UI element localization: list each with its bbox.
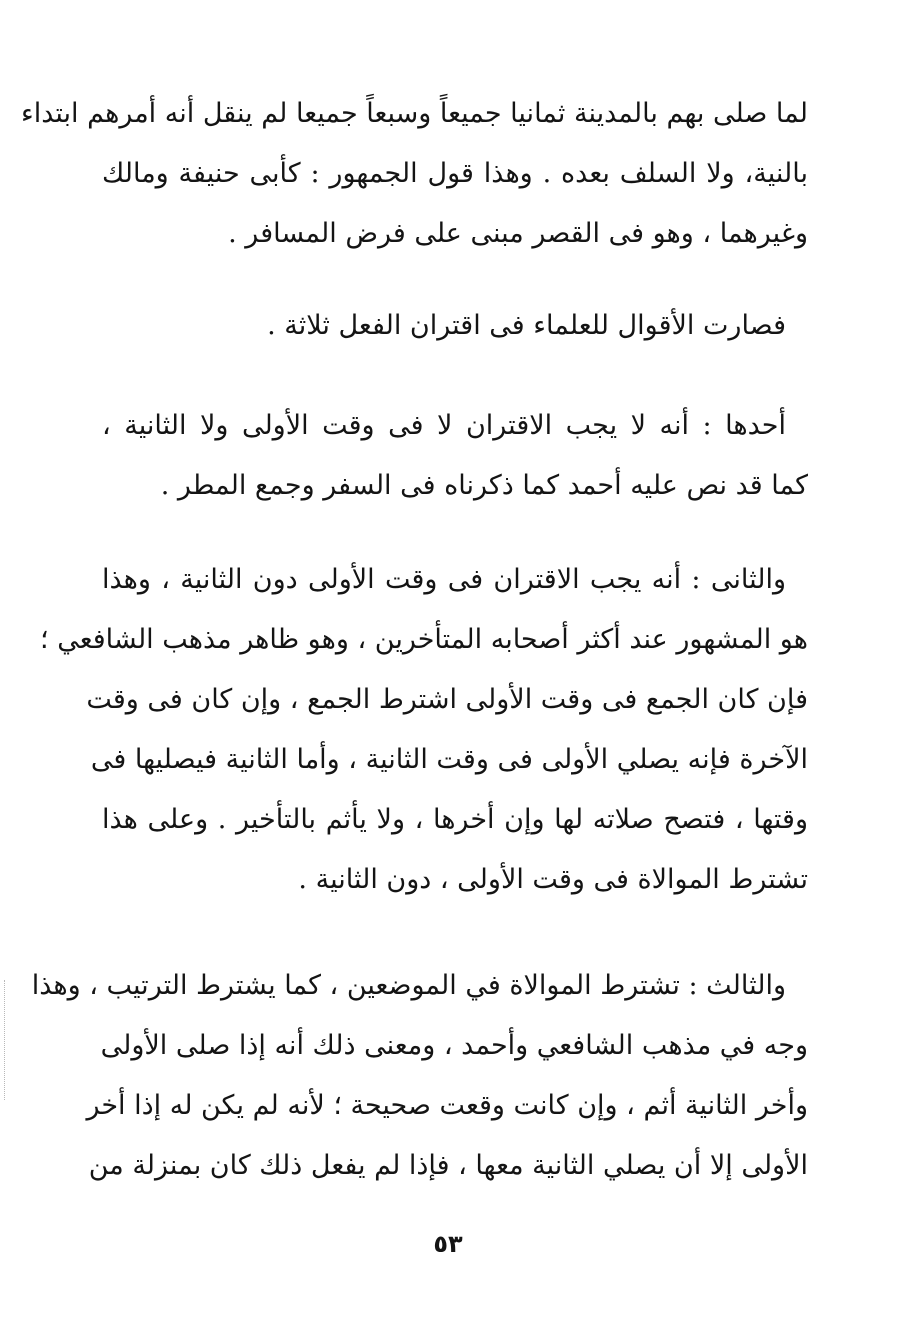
paragraph-line: أحدها : أنه لا يجب الاقتران لا فى وقت الأولى ولا الثانية ،	[102, 410, 786, 441]
paragraph-4	[40, 550, 808, 910]
paragraph-line: وغيرهما ، وهو فى القصر مبنى على فرض المسافر .	[228, 218, 808, 249]
paragraph-2	[102, 296, 808, 356]
paragraph-line: الأولى إلا أن يصلي الثانية معها ، فإذا لم يفعل ذلك كان بمنزلة من	[88, 1150, 808, 1181]
paragraph-line: وقتها ، فتصح صلاته لها وإن أخرها ، ولا يأثم بالتأخير . وعلى هذا	[102, 804, 808, 835]
paragraph-line: والثالث : تشترط الموالاة في الموضعين ، كما يشترط الترتيب ، وهذا	[31, 970, 786, 1001]
paragraph-5	[31, 956, 808, 1196]
paragraph-line: لما صلى بهم بالمدينة ثمانيا جميعاً وسبعاً جميعا لم ينقل أنه أمرهم ابتداء	[21, 98, 808, 129]
paragraph-line: وجه في مذهب الشافعي وأحمد ، ومعنى ذلك أنه إذا صلى الأولى	[100, 1030, 808, 1061]
paragraph-line: هو المشهور عند أكثر أصحابه المتأخرين ، وهو ظاهر مذهب الشافعي ؛	[40, 624, 808, 655]
paragraph-line: فإن كان الجمع فى وقت الأولى اشترط الجمع ، وإن كان فى وقت	[86, 684, 808, 715]
page-number: ٥٣	[433, 1230, 463, 1258]
paragraph-line: والثانى : أنه يجب الاقتران فى وقت الأولى دون الثانية ، وهذا	[102, 564, 786, 595]
paragraph-3	[102, 396, 808, 516]
paragraph-line: بالنية، ولا السلف بعده . وهذا قول الجمهور : كأبى حنيفة ومالك	[102, 158, 808, 189]
paragraph-line: كما قد نص عليه أحمد كما ذكرناه فى السفر وجمع المطر .	[160, 470, 808, 501]
paragraph-line: فصارت الأقوال للعلماء فى اقتران الفعل ثلاثة .	[267, 310, 786, 341]
scan-edge-mark	[4, 980, 7, 1100]
paragraph-line: وأخر الثانية أثم ، وإن كانت وقعت صحيحة ؛ لأنه لم يكن له إذا أخر	[86, 1090, 808, 1121]
paragraph-1	[21, 84, 808, 264]
paragraph-line: الآخرة فإنه يصلي الأولى فى وقت الثانية ، وأما الثانية فيصليها فى	[90, 744, 808, 775]
paragraph-line: تشترط الموالاة فى وقت الأولى ، دون الثانية .	[298, 864, 808, 895]
